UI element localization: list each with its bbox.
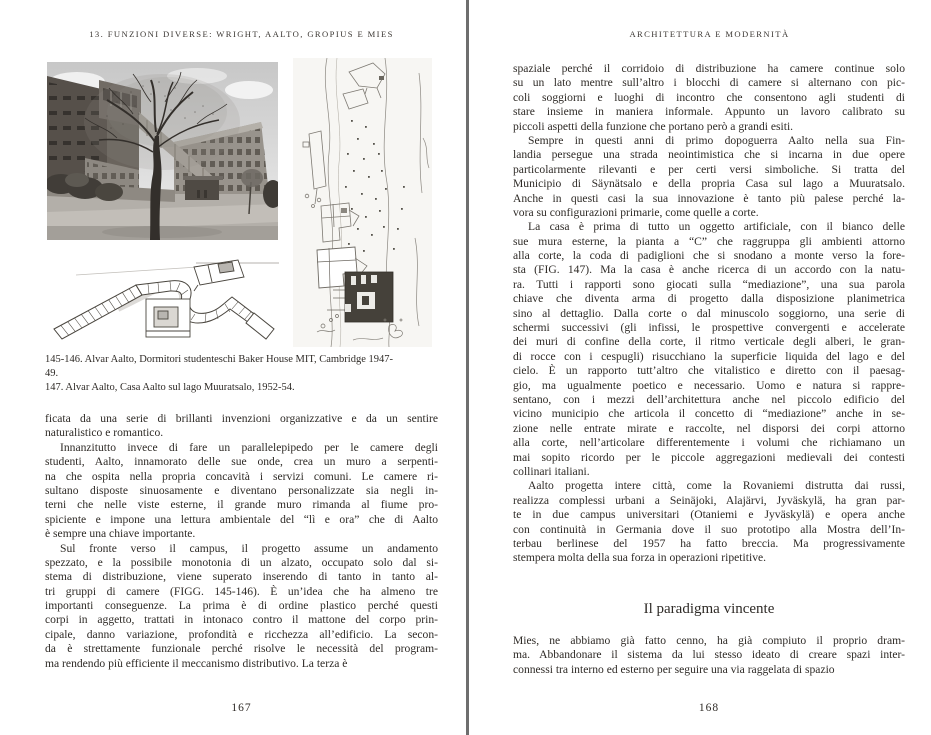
text-line: spiciente e impone una lettura ambientale del “lì e ora” che di Aalto [45, 512, 438, 526]
figure-muuratsalo-site-plan [293, 58, 432, 347]
text-line: collinari italiani. [513, 464, 590, 478]
text-line: da è strettamente funzionale perché risolve le necessità del program- [45, 642, 438, 656]
text-line: chiave che diventa arma di progetto dalla disposizione planimetrica [513, 292, 905, 306]
text-line: ficata da una serie di brillanti invenzioni organizzative e da un sentire [45, 412, 438, 425]
text-line: La casa è prima di tutto un oggetto artificiale, con il bianco delle [528, 220, 905, 234]
text-line: tri gruppi di camere (FIGG. 145-146). È un’idea che ha almeno tre [45, 584, 438, 598]
text-line: ra. Tutti i rapporti sono giocati sulla “mediazione”, una sua parola [513, 277, 905, 291]
text-line: Sempre in questi anni di primo dopoguerra Aalto nella sua Fin- [528, 133, 905, 147]
text-line: alla corte, nell’articolare differentemente i volumi che richiamano un [513, 436, 905, 450]
text-line: di rocce con i cespugli) risucchiano la superficie liquida del lago e del [513, 349, 905, 363]
text-line: 49. [45, 367, 59, 379]
text-line: coli soggiorni e luoghi di incontro che consentono agli studenti di [513, 90, 905, 104]
text-line: vicino municipio che articola il concetto di “mediazione” anche in se- [513, 407, 905, 421]
text-line: su un lato mentre sull’altro i blocchi di camere si alternano con pic- [513, 76, 905, 90]
text-line: studenti, Aalto, innamorato delle sue onde, crea un muro a serpenti- [45, 455, 438, 469]
text-line: sentano, con i mezzi dell’architettura anche nel piccolo edificio del [513, 392, 905, 406]
text-line: alla corte, la coda di padiglioni che si snodano a monte verso la fore- [513, 249, 905, 263]
text-line: corpi in aggetto, trattati in intonaco contro il mattone del corpo prin- [45, 613, 438, 627]
text-line: connessi tra interno ed esterno per seguire una via raggelata di spazio [513, 662, 835, 676]
text-line: schermi successivi (gli infissi, le prospettive convergenti e accelerate [513, 321, 905, 335]
text-line: Sul fronte verso il campus, il progetto assume un andamento [60, 541, 438, 555]
text-line: 147. Alvar Aalto, Casa Aalto sul lago Muuratsalo, 1952-54. [45, 381, 295, 393]
text-line: sta (FIG. 147). Ma la casa è anche ricerca di un accordo con la natu- [513, 263, 905, 277]
dining-annex [146, 299, 190, 337]
text-line: cipale, danno variazione, profondità e ricchezza all’edificio. La secon- [45, 627, 438, 641]
text-line: spaziale perché il corridoio di distribuzione ha camere continue solo [513, 62, 905, 75]
running-head-right: ARCHITETTURA E MODERNITÀ [629, 29, 790, 39]
page-number-left: 167 [231, 702, 252, 714]
text-line: terni che nelle viste esterne, il grande muro rimanda al fiume pro- [45, 498, 438, 512]
text-line: ma. Abbandonare il sistema da lui stesso ideato di creare spazi inter- [513, 648, 905, 662]
section-heading: Il paradigma vincente [643, 601, 775, 617]
text-line: sino al dettaglio. Dalla corte o dal minuscolo soggiorno, una serie di [513, 306, 905, 320]
page-number-right: 168 [698, 702, 720, 714]
body-text-right-upper [513, 62, 905, 566]
text-line: terbau berlinese del 1957 ha fatto breccia. Ma progressivamente [513, 536, 905, 550]
body-text-left [45, 412, 438, 671]
figure-baker-house-floor-plan [48, 257, 280, 347]
text-line: stempera molta della sua forza in operazioni ripetitive. [513, 551, 767, 565]
text-line: ma rendendo più efficiente il meccanismo distributivo. La terza è [45, 656, 348, 670]
text-line: è sempre una chiave importante. [45, 527, 196, 541]
text-line: con continuità in Germania dove il suo prototipo alla Mostra dell’In- [513, 522, 905, 536]
page-right [469, 0, 931, 735]
text-line: mai sopito ricordo per le piccole aggregazioni medievali dei contesti [513, 450, 905, 464]
text-line: na che ospita nella propria concavità i servizi comuni. Le camere ri- [45, 469, 438, 483]
text-line: importanti conseguenze. La prima è di ordine plastico perché questi [45, 599, 438, 613]
text-line: Innanzitutto invece di fare un parallelepipedo per le camere degli [60, 440, 438, 454]
text-line: spezzato, e la possibile monotonia di un alzato, occupato solo dal si- [45, 555, 438, 569]
body-text-right-lower [513, 634, 905, 677]
text-line: 145-146. Alvar Aalto, Dormitori studenteschi Baker House MIT, Cambridge 1947- [45, 354, 393, 365]
text-line: stare insieme in maniera informale. Appunto un lavoro calibrato su [513, 105, 905, 119]
text-line: zione nelle entrate mirate e raccolte, nel disporsi dei corpi attorno [513, 421, 905, 435]
text-line: realizza complessi urbani a Seinäjoki, Alajärvi, Jyväskylä, ha gran par- [513, 493, 905, 507]
text-line: dei muri di confine della corte, il ritmo verticale degli alberi, le gran- [513, 335, 905, 349]
text-line: Aalto progetta intere città, come la Rovaniemi distrutta dai russi, [528, 479, 905, 493]
text-line: Municipio di Säynätsalo e della propria Casa sul lago a Muuratsalo. [513, 177, 905, 191]
text-line: Anche in questi casi la sua innovazione è tanto più palese perché la- [513, 191, 905, 205]
figure-baker-house-photo [47, 62, 278, 240]
text-line: landia persegue una strada neointimistica che si incarna in due opere [513, 148, 905, 162]
text-line: cielo. È un rapporto tutt’altro che vitalistico e diretto con il paesag- [513, 364, 905, 378]
text-line: sultano disposte sinuosamente e diventano personalizzate sia negli in- [45, 483, 438, 497]
text-line: sue mura esterne, la pianta a “C” che raggruppa gli ambienti attorno [513, 234, 905, 248]
text-line: piccoli aspetti della funzione che portano però a grandi esiti. [513, 119, 794, 133]
text-line: naturalistico e romantico. [45, 426, 164, 440]
text-line: particolarmente rilevanti e per certi versi simboliche. Si tratta del [513, 162, 905, 176]
text-line: Mies, ne abbiamo già fatto cenno, ha già compiuto il proprio dram- [513, 634, 905, 647]
figure-captions [45, 353, 438, 394]
text-line: gio, ma ugualmente poetico e necessario. Uomo e natura si rappre- [513, 378, 905, 392]
text-line: stema di distribuzione, viene superato inserendo di tanto in tanto al- [45, 570, 438, 584]
running-head-left: 13. FUNZIONI DIVERSE: WRIGHT, AALTO, GROPIUS E MIES [89, 29, 394, 39]
text-line: te in due campus universitari (Otaniemi e Jyväskylä) e opera anche [513, 508, 905, 522]
text-line: vora su configurazioni primarie, come quelle a corte. [513, 205, 759, 219]
